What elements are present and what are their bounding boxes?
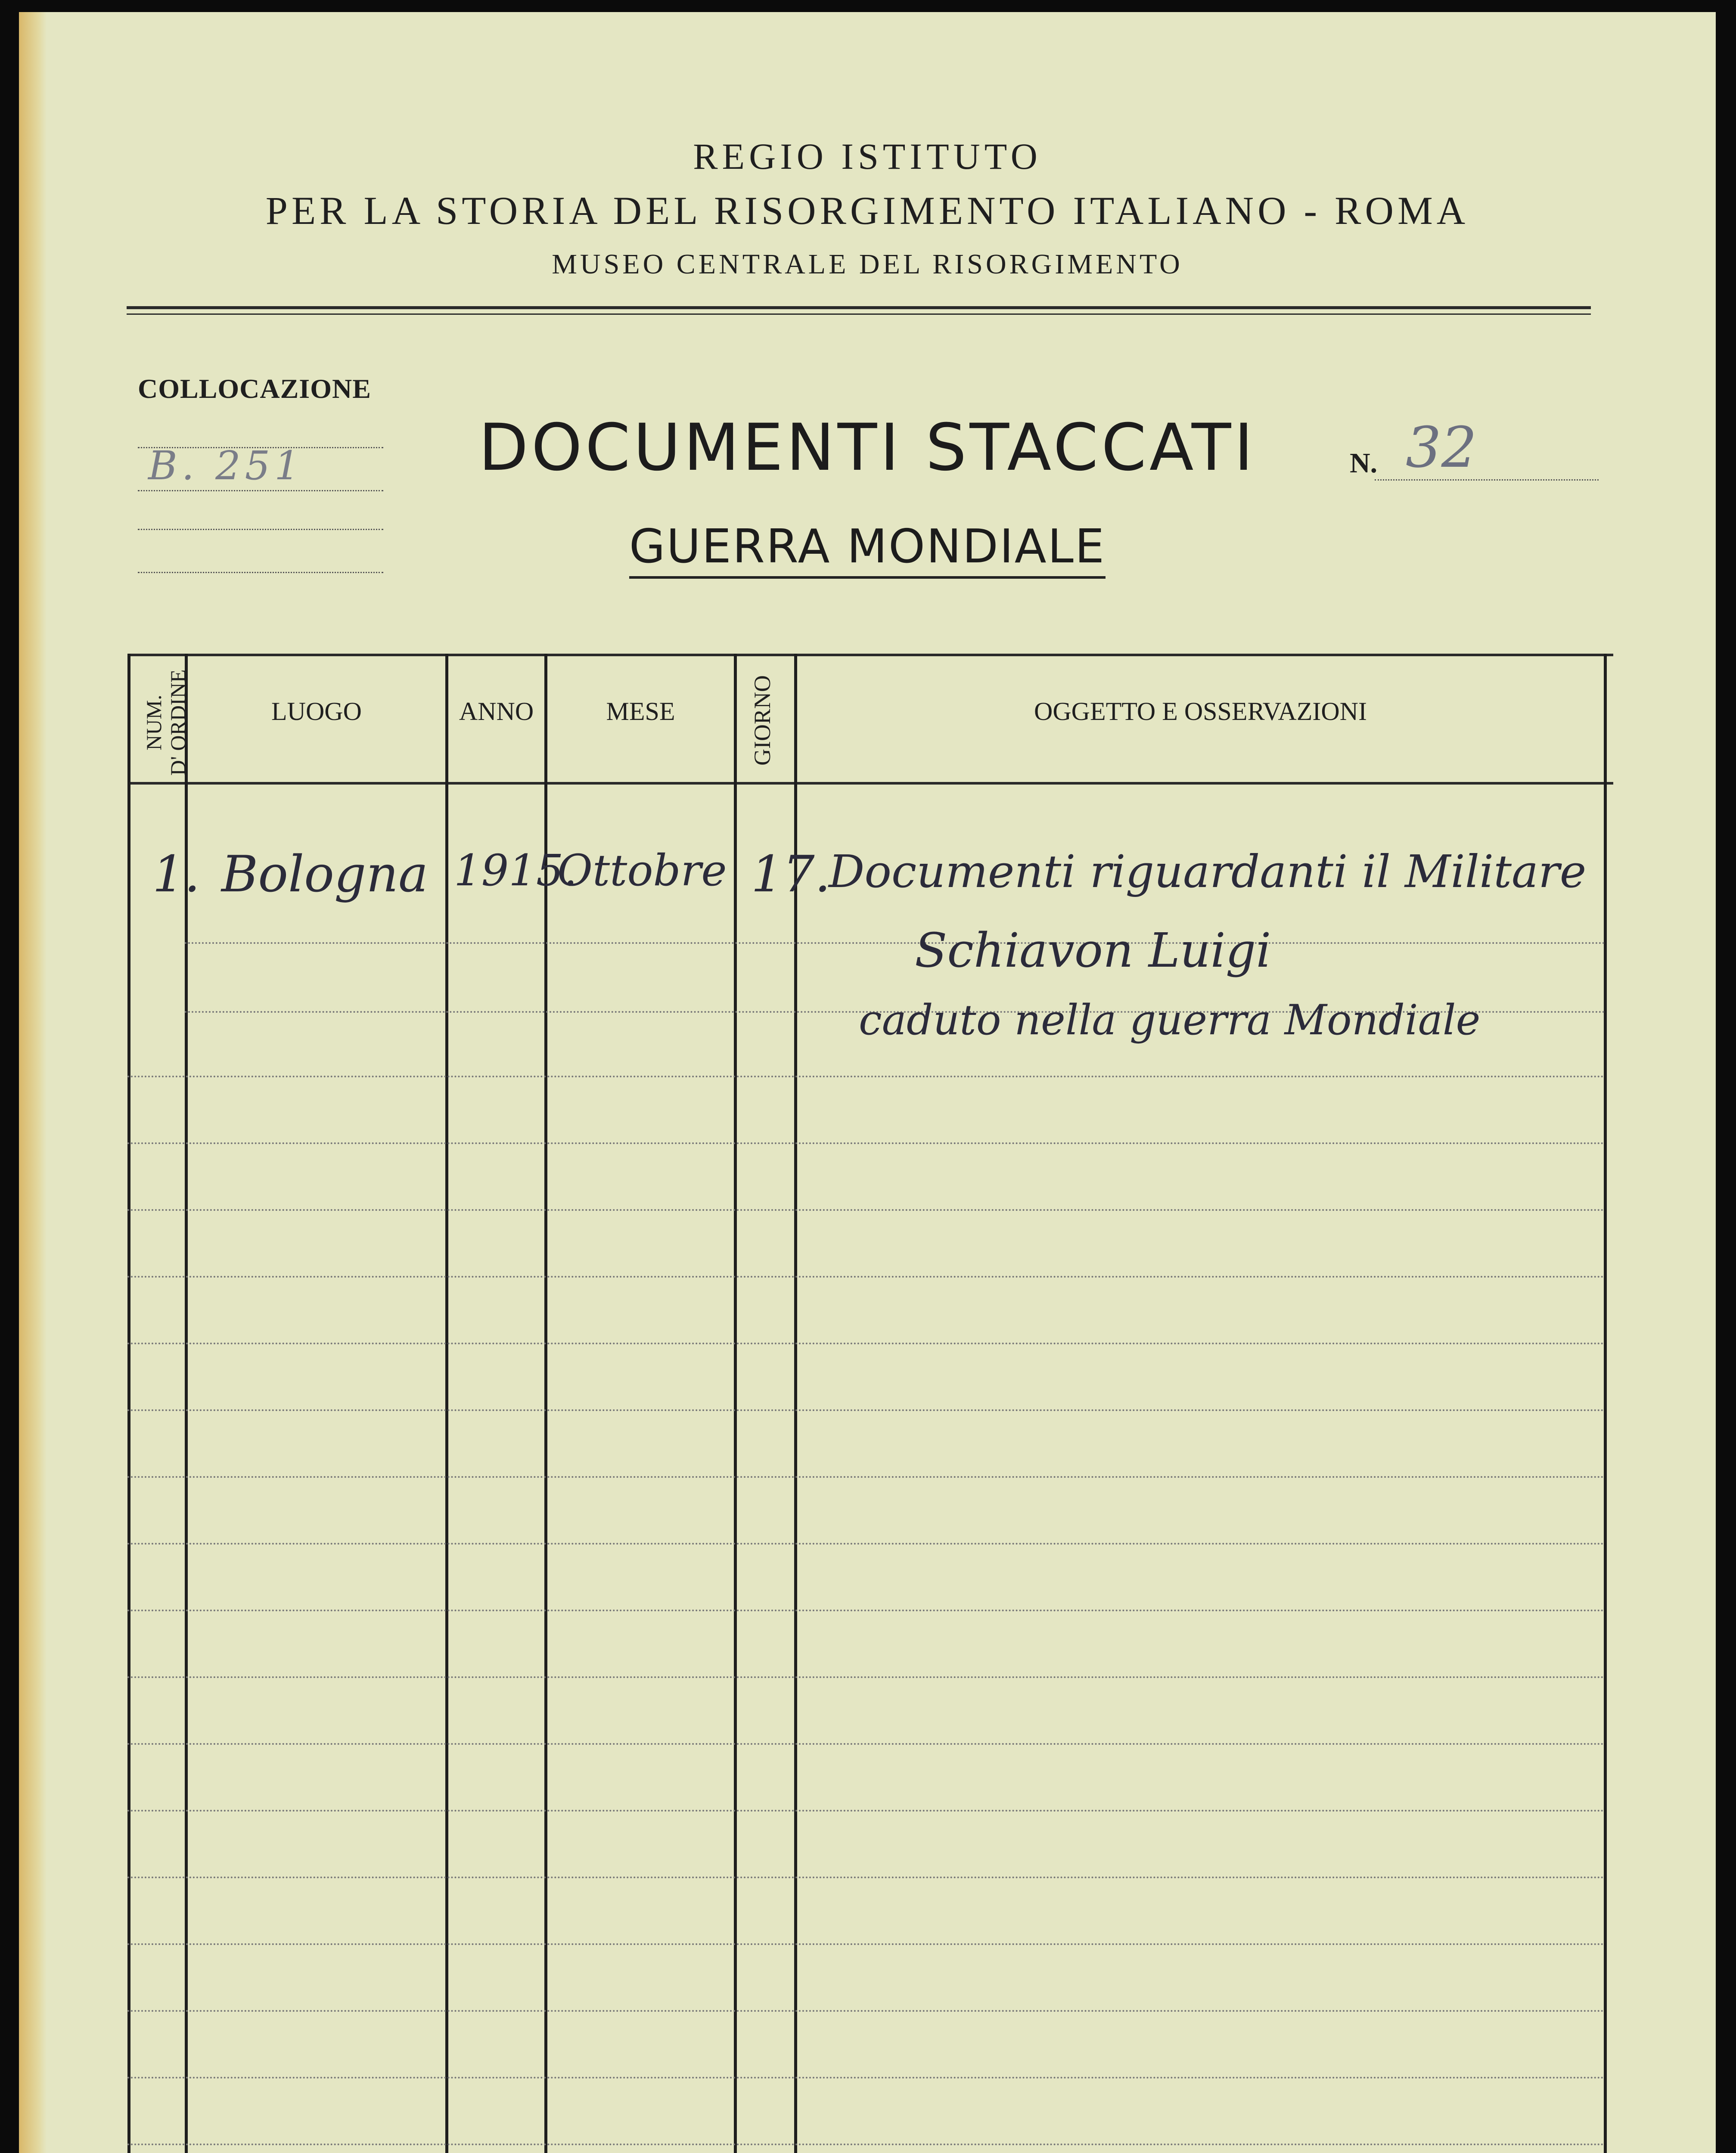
institute-name-line2: PER LA STORIA DEL RISORGIMENTO ITALIANO - ROMA <box>265 189 1469 233</box>
col-divider-luogo <box>445 654 448 2153</box>
header-rule-thin <box>127 313 1591 315</box>
entry-luogo: Bologna <box>221 845 429 903</box>
table-rule <box>127 1142 1605 1144</box>
table-rule <box>127 1610 1605 1611</box>
header-num-ordine <box>142 662 193 783</box>
header-mese: MESE <box>606 697 675 726</box>
header-oggetto: OGGETTO E OSSERVAZIONI <box>1034 697 1367 726</box>
number-prefix: N. <box>1350 447 1378 479</box>
institute-name-line1: REGIO ISTITUTO <box>693 136 1042 177</box>
table-left-border <box>127 654 130 2153</box>
table-rule <box>127 1810 1605 1812</box>
entry-num: 1. <box>152 845 200 903</box>
header-giorno: GIORNO <box>749 675 775 766</box>
museum-name: MUSEO CENTRALE DEL RISORGIMENTO <box>552 248 1183 280</box>
table-rule <box>127 1543 1605 1545</box>
entry-giorno: 17. <box>751 845 831 903</box>
table-rule <box>127 1877 1605 1878</box>
collocazione-line-2 <box>138 490 383 491</box>
number-line <box>1375 479 1599 481</box>
table-top-border <box>127 654 1613 656</box>
document-sheet <box>19 12 1716 2153</box>
collocazione-value: B. 251 <box>148 443 304 489</box>
col-divider-mese <box>734 654 737 2153</box>
table-rule <box>127 1276 1605 1278</box>
table-header-bottom-border <box>127 782 1613 785</box>
table-rule <box>127 1409 1605 1411</box>
table-rule <box>127 1476 1605 1478</box>
document-title: DOCUMENTI STACCATI <box>478 410 1256 485</box>
table-rule <box>127 2077 1605 2079</box>
table-rule <box>127 1343 1605 1344</box>
number-value: 32 <box>1406 415 1477 480</box>
entry-oggetto-line3: caduto nella guerra Mondiale <box>859 996 1481 1044</box>
table-rule <box>127 1676 1605 1678</box>
table-rule <box>185 942 1606 944</box>
header-anno: ANNO <box>459 697 534 726</box>
paper-edge <box>19 12 47 2153</box>
collocazione-label: COLLOCAZIONE <box>138 373 371 404</box>
table-rule <box>127 2144 1605 2145</box>
table-rule <box>127 1943 1605 1945</box>
header-num-line1: NUM. <box>142 695 166 751</box>
table-rule <box>127 2010 1605 2012</box>
entry-mese: Ottobre <box>557 845 727 896</box>
entry-oggetto-line1: Documenti riguardanti il Militare <box>829 845 1587 898</box>
header-rule-thick <box>127 306 1591 309</box>
table-rule <box>127 1209 1605 1211</box>
document-subtitle: GUERRA MONDIALE <box>629 520 1106 579</box>
table-right-border <box>1604 654 1607 2153</box>
entry-anno: 1915. <box>454 845 578 896</box>
entry-oggetto-line2: Schiavon Luigi <box>915 923 1271 978</box>
table-rule <box>127 1076 1605 1077</box>
header-luogo: LUOGO <box>271 697 362 726</box>
header-num-line2: D' ORDINE <box>166 669 190 776</box>
table-rule <box>127 1743 1605 1745</box>
